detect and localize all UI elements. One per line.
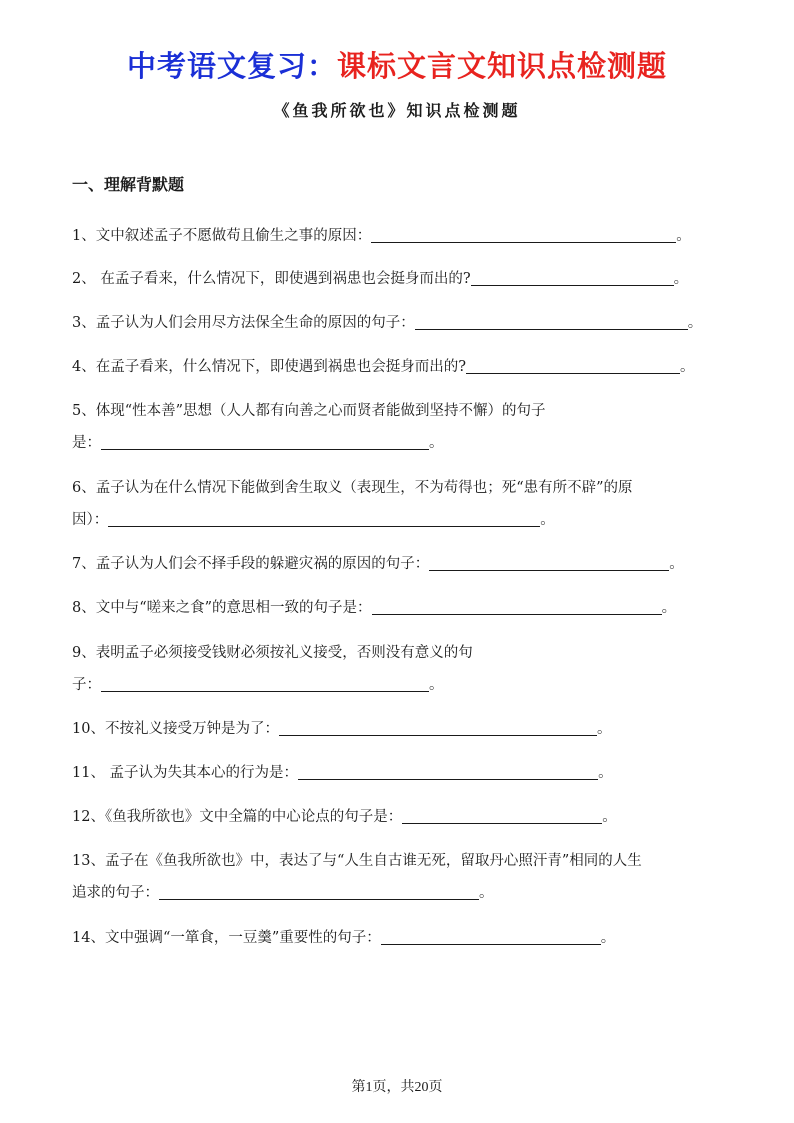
page-number: 第1页，共20页 [351,1080,443,1095]
section-heading: 一、理解背默题 [72,175,185,194]
answer-blank[interactable] [415,313,688,330]
question-end: 。 [596,721,612,737]
answer-blank[interactable] [101,675,429,692]
answer-blank[interactable] [381,928,601,945]
question-text: 6、孟子认为在什么情况下能做到舍生取义（表现生，不为苟得也；死“患有所不辟”的原 [72,480,633,496]
title-part-blue: 中考语文复习： [126,49,337,83]
question-end: 。 [669,556,684,572]
question-12 [72,807,617,827]
question-text: 3、孟子认为人们会用尽方法保全生命的原因的句子： [72,315,415,331]
question-text: 13、孟子在《鱼我所欲也》中，表达了与“人生自古谁无死，留取丹心照汗青”相同的人生 [72,853,642,869]
question-text: 12、《鱼我所欲也》文中全篇的中心论点的句子是： [72,809,403,825]
question-end: 。 [600,930,616,946]
document-subtitle: 《鱼我所欲也》知识点检测题 [273,101,521,120]
answer-blank[interactable] [466,357,680,374]
question-4 [72,357,695,377]
title-part-red: 课标文言文知识点检测题 [337,49,668,83]
question-end: 。 [687,315,703,331]
question-text: 14、文中强调“一箪食，一豆羹”重要性的句子： [72,930,381,946]
question-text-continued: 追求的句子： [72,885,159,901]
question-end: 。 [676,228,691,244]
question-text-continued: 因）： [72,512,109,528]
question-end: 。 [661,600,677,616]
question-end: 。 [673,271,689,287]
question-text: 4、在孟子看来，什么情况下，即使遇到祸患也会挺身而出的? [72,359,466,375]
question-13 [72,851,642,903]
question-text: 10、不按礼义接受万钟是为了： [72,721,279,737]
question-1 [72,226,691,246]
question-6 [72,478,633,530]
question-end: 。 [540,512,555,528]
question-14 [72,928,615,948]
question-8 [72,598,676,618]
question-end: 。 [602,809,617,825]
question-11 [72,763,613,783]
question-text-continued: 是： [72,435,101,451]
question-text: 1、文中叙述孟子不愿做苟且偷生之事的原因： [72,228,372,244]
answer-blank[interactable] [471,269,674,286]
question-end: 。 [429,435,444,451]
answer-blank[interactable] [372,598,662,615]
question-7 [72,554,684,574]
question-end: 。 [479,885,494,901]
answer-blank[interactable] [429,554,669,571]
question-text: 7、孟子认为人们会不择手段的躲避灾祸的原因的句子： [72,556,430,572]
answer-blank[interactable] [279,719,597,736]
question-end: 。 [429,677,444,693]
question-text: 5、体现“性本善”思想（人人都有向善之心而贤者能做到坚持不懈）的句子 [72,403,546,419]
question-text: 2、 在孟子看来，什么情况下，即使遇到祸患也会挺身而出的? [72,271,471,287]
answer-blank[interactable] [298,763,598,780]
question-end: 。 [598,765,613,781]
question-text: 9、表明孟子必须接受钱财必须按礼义接受，否则没有意义的句 [72,645,473,661]
question-5 [72,401,546,453]
answer-blank[interactable] [371,226,676,243]
answer-blank[interactable] [159,883,479,900]
question-9 [72,643,473,695]
question-text-continued: 子： [72,677,101,693]
document-title [0,44,794,85]
question-10 [72,719,611,739]
answer-blank[interactable] [101,433,429,450]
question-3 [72,313,702,333]
answer-blank[interactable] [108,510,540,527]
question-end: 。 [680,359,695,375]
question-text: 11、 孟子认为失其本心的行为是： [72,765,299,781]
answer-blank[interactable] [402,807,602,824]
question-2 [72,269,688,289]
question-text: 8、文中与“嗟来之食”的意思相一致的句子是： [72,600,372,616]
